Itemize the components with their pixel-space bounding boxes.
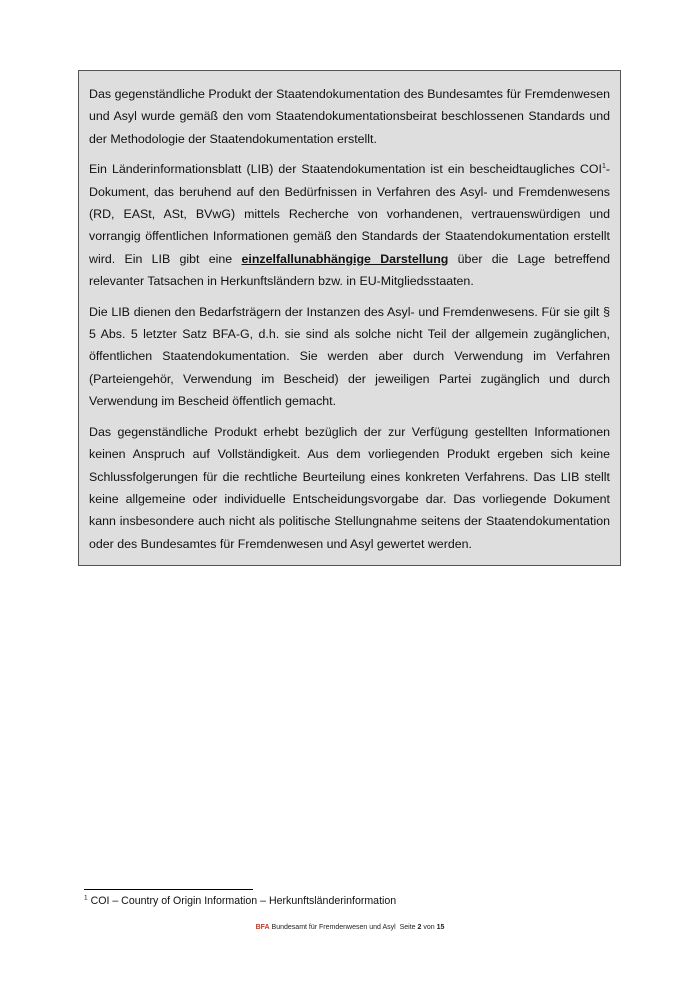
paragraph-2-part-c: über die Lage betreffend relevanter Tatsachen in Herkunftsländern bzw. in EU-Mitgliedsstaaten. bbox=[89, 251, 610, 289]
paragraph-2-part-b: -Dokument, das beruhend auf den Bedürfnissen in Verfahren des Asyl- und Fremdenwesens (RD, EASt, ASt, BVwG) mittels Recherche von vorhandenen, vertrauenswürdigen und vorrangig öffentlichen Informationen gemäß den Standards der Staatendokumentation erstellt wird. Ein LIB gibt eine bbox=[89, 162, 610, 266]
paragraph-4: Das gegenständliche Produkt erhebt bezüglich der zur Verfügung gestellten Informationen keinen Anspruch auf Vollständigkeit. Aus dem vorliegenden Produkt ergeben sich keine Schlussfolgerungen für die rechtliche Beurteilung eines konkreten Verfahrens. Das LIB stellt keine allgemeine oder individuelle Entscheidungsvorgabe dar. Das vorliegende Dokument kann insbesondere auch nicht als politische Stellungnahme seitens der Staatendokumentation oder des Bundesamtes für Fremdenwesen und Asyl gewertet werden. bbox=[89, 424, 610, 551]
emphasis-text: einzelfallunabhängige Darstellung bbox=[241, 251, 449, 266]
footnote-ref[interactable]: 1 bbox=[601, 163, 606, 171]
footer-page-label: Seite bbox=[395, 924, 418, 931]
bfa-logo: BFA bbox=[255, 924, 270, 931]
footnote bbox=[84, 895, 396, 907]
page-number: 2 bbox=[417, 924, 422, 931]
footnote-divider bbox=[84, 889, 253, 890]
footnote-text: COI – Country of Origin Information – Herkunftsländerinformation bbox=[87, 895, 397, 907]
paragraph-1: Das gegenständliche Produkt der Staatendokumentation des Bundesamtes für Fremdenwesen und Asyl wurde gemäß den vom Staatendokumentationsbeirat beschlossenen Standards und der Methodologie der Staatendokumentation erstellt. bbox=[89, 87, 610, 146]
disclaimer-box bbox=[78, 70, 621, 566]
paragraph-2 bbox=[89, 158, 610, 292]
footer-org: Bundesamt für Fremdenwesen und Asyl bbox=[269, 924, 396, 931]
footer-of-label: von bbox=[421, 924, 437, 931]
page-footer bbox=[0, 924, 700, 931]
page-total: 15 bbox=[436, 924, 445, 931]
paragraph-3: Die LIB dienen den Bedarfsträgern der Instanzen des Asyl- und Fremdenwesens. Für sie gilt § 5 Abs. 5 letzter Satz BFA-G, d.h. sie sind als solche nicht Teil der allgemein zugänglichen, öffentlichen Staatendokumentation. Sie werden aber durch Verwendung im Verfahren (Parteiengehör, Verwendung im Bescheid) der jeweiligen Partei zugänglich und durch Verwendung im Bescheid öffentlich gemacht. bbox=[89, 304, 610, 409]
paragraph-2-part-a: Ein Länderinformationsblatt (LIB) der Staatendokumentation ist ein bescheidtaugliches COI bbox=[89, 162, 602, 177]
footnote-marker: 1 bbox=[84, 894, 88, 902]
